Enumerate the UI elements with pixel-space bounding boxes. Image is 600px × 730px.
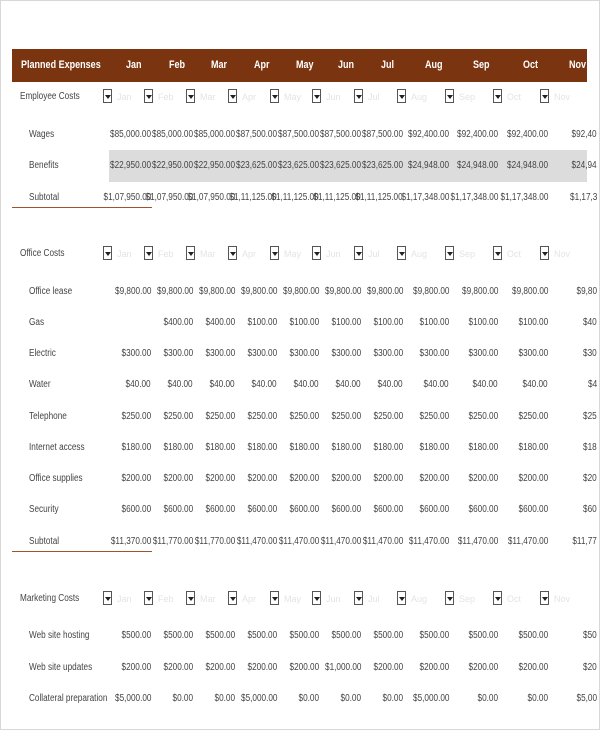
table-cell[interactable]: $40.00 xyxy=(472,379,498,390)
row-label: Web site hosting xyxy=(29,630,90,641)
table-cell[interactable]: $500.00 xyxy=(205,630,235,641)
ghost-month-label: Apr xyxy=(242,594,257,604)
table-cell[interactable]: $300.00 xyxy=(121,348,151,359)
filter-dropdown-button[interactable] xyxy=(493,89,502,103)
subtotal-label: Subtotal xyxy=(29,192,60,203)
table-cell[interactable]: $180.00 xyxy=(468,442,498,453)
subtotal-cell[interactable]: $1,11,125.00 xyxy=(229,192,277,203)
table-cell[interactable]: $250.00 xyxy=(121,411,151,422)
table-cell[interactable]: $600.00 xyxy=(247,504,277,515)
table-cell[interactable]: $300.00 xyxy=(518,348,548,359)
row-label: Internet access xyxy=(29,442,85,453)
month-header-nov: Nov xyxy=(569,59,587,71)
table-cell[interactable]: $92,40 xyxy=(571,129,597,140)
table-cell[interactable]: $200.00 xyxy=(205,662,235,673)
row-label: Water xyxy=(29,379,51,390)
table-cell[interactable]: $200.00 xyxy=(205,473,235,484)
table-cell[interactable]: $200.00 xyxy=(121,662,151,673)
subtotal-cell[interactable]: $11,470.00 xyxy=(408,536,449,547)
table-cell[interactable]: $100.00 xyxy=(373,317,403,328)
table-cell[interactable]: $200.00 xyxy=(289,473,319,484)
ghost-month-label: Apr xyxy=(242,92,257,102)
table-cell[interactable]: $0.00 xyxy=(214,693,235,704)
ghost-month-label: Mar xyxy=(200,594,216,604)
table-cell[interactable]: $0.00 xyxy=(172,693,193,704)
table-cell[interactable]: $100.00 xyxy=(331,317,361,328)
ghost-month-label: Jan xyxy=(117,92,132,102)
table-cell[interactable]: $180.00 xyxy=(331,442,361,453)
table-cell[interactable]: $85,000.00 xyxy=(151,129,193,140)
table-cell[interactable]: $600.00 xyxy=(419,504,449,515)
table-row xyxy=(12,344,597,364)
ghost-month-label: Sep xyxy=(459,92,476,102)
ghost-month-label: Mar xyxy=(200,249,216,259)
table-cell[interactable]: $200.00 xyxy=(518,473,548,484)
subtotal-cell[interactable]: $1,17,3 xyxy=(569,192,597,203)
ghost-month-label: Jan xyxy=(117,249,132,259)
section-name: Office Costs xyxy=(20,248,65,259)
month-header-mar: Mar xyxy=(211,59,228,71)
filter-dropdown-button[interactable] xyxy=(397,246,406,260)
table-cell[interactable]: $23,625.00 xyxy=(361,160,403,171)
table-cell[interactable]: $9,800.00 xyxy=(156,286,193,297)
ghost-month-label: Oct xyxy=(507,249,522,259)
table-cell[interactable]: $600.00 xyxy=(373,504,403,515)
header-row xyxy=(12,49,587,82)
table-cell[interactable]: $300.00 xyxy=(331,348,361,359)
table-cell[interactable]: $300.00 xyxy=(468,348,498,359)
row-label: Electric xyxy=(29,348,56,359)
table-cell[interactable]: $85,000.00 xyxy=(109,129,151,140)
table-row xyxy=(12,156,597,176)
section-header-row xyxy=(12,589,587,609)
table-cell[interactable]: $40.00 xyxy=(167,379,193,390)
subtotal-label: Subtotal xyxy=(29,536,60,547)
filter-dropdown-button[interactable] xyxy=(270,591,279,605)
header-title: Planned Expenses xyxy=(21,59,101,71)
filter-dropdown-button[interactable] xyxy=(354,89,363,103)
ghost-month-label: May xyxy=(284,249,302,259)
table-cell[interactable]: $200.00 xyxy=(468,473,498,484)
table-cell[interactable]: $24,948.00 xyxy=(506,160,548,171)
table-cell[interactable]: $500.00 xyxy=(247,630,277,641)
table-cell[interactable]: $0.00 xyxy=(527,693,548,704)
filter-dropdown-button[interactable] xyxy=(228,89,237,103)
table-cell[interactable]: $250.00 xyxy=(163,411,193,422)
table-cell[interactable]: $200.00 xyxy=(163,473,193,484)
table-cell[interactable]: $600.00 xyxy=(468,504,498,515)
section-header-row xyxy=(12,244,587,264)
ghost-month-label: Sep xyxy=(459,594,476,604)
table-cell[interactable]: $600.00 xyxy=(163,504,193,515)
ghost-month-label: Aug xyxy=(411,594,428,604)
table-cell[interactable]: $300.00 xyxy=(419,348,449,359)
table-cell[interactable]: $500.00 xyxy=(331,630,361,641)
table-cell[interactable]: $100.00 xyxy=(419,317,449,328)
table-cell[interactable]: $600.00 xyxy=(518,504,548,515)
subtotal-cell[interactable]: $11,470.00 xyxy=(362,536,403,547)
filter-dropdown-button[interactable] xyxy=(445,591,454,605)
filter-dropdown-button[interactable] xyxy=(312,89,321,103)
subtotal-cell[interactable]: $11,470.00 xyxy=(507,536,548,547)
filter-dropdown-button[interactable] xyxy=(186,89,195,103)
table-cell[interactable]: $9,800.00 xyxy=(461,286,498,297)
ghost-month-label: Nov xyxy=(554,92,571,102)
filter-dropdown-button[interactable] xyxy=(540,591,549,605)
table-cell[interactable]: $24,948.00 xyxy=(407,160,449,171)
table-row xyxy=(12,438,597,458)
table-cell[interactable]: $200.00 xyxy=(373,662,403,673)
table-cell[interactable]: $85,000.00 xyxy=(193,129,235,140)
filter-dropdown-button[interactable] xyxy=(103,591,112,605)
month-header-oct: Oct xyxy=(523,59,539,71)
table-cell[interactable]: $200.00 xyxy=(121,473,151,484)
table-cell[interactable]: $250.00 xyxy=(373,411,403,422)
subtotal-row xyxy=(12,532,597,552)
filter-dropdown-button[interactable] xyxy=(493,246,502,260)
table-cell[interactable]: $200.00 xyxy=(518,662,548,673)
table-cell[interactable]: $40.00 xyxy=(293,379,319,390)
table-cell[interactable]: $9,800.00 xyxy=(366,286,403,297)
ghost-month-label: Aug xyxy=(411,92,428,102)
row-label: Wages xyxy=(29,129,55,140)
month-header-jun: Jun xyxy=(338,59,355,71)
table-cell[interactable]: $22,950.00 xyxy=(109,160,151,171)
table-cell[interactable]: $20 xyxy=(583,662,597,673)
month-header-sep: Sep xyxy=(473,59,490,71)
table-cell[interactable]: $92,400.00 xyxy=(456,129,498,140)
table-cell[interactable]: $200.00 xyxy=(163,662,193,673)
table-cell[interactable]: $180.00 xyxy=(205,442,235,453)
table-cell[interactable]: $22,950.00 xyxy=(151,160,193,171)
subtotal-cell[interactable]: $11,470.00 xyxy=(278,536,319,547)
table-cell[interactable]: $92,400.00 xyxy=(407,129,449,140)
ghost-month-label: Jun xyxy=(326,92,341,102)
table-cell[interactable]: $250.00 xyxy=(518,411,548,422)
table-row xyxy=(12,375,597,395)
table-cell[interactable]: $40.00 xyxy=(125,379,151,390)
row-label: Security xyxy=(29,504,59,515)
subtotal-cell[interactable]: $1,11,125.00 xyxy=(313,192,361,203)
table-cell[interactable]: $200.00 xyxy=(247,662,277,673)
section-header-row xyxy=(12,87,587,107)
ghost-month-label: Jul xyxy=(368,92,380,102)
table-row xyxy=(12,313,597,333)
table-row xyxy=(12,626,597,646)
subtotal-row xyxy=(12,188,597,208)
table-cell[interactable]: $250.00 xyxy=(205,411,235,422)
month-header-apr: Apr xyxy=(254,59,270,71)
table-cell[interactable]: $600.00 xyxy=(205,504,235,515)
table-row xyxy=(12,282,597,302)
table-cell[interactable]: $40.00 xyxy=(522,379,548,390)
table-cell[interactable]: $87,500.00 xyxy=(235,129,277,140)
table-cell[interactable]: $200.00 xyxy=(468,662,498,673)
table-cell[interactable]: $180.00 xyxy=(289,442,319,453)
table-cell[interactable]: $600.00 xyxy=(331,504,361,515)
ghost-month-label: Feb xyxy=(158,92,174,102)
table-cell[interactable]: $500.00 xyxy=(121,630,151,641)
table-cell[interactable]: $40.00 xyxy=(251,379,277,390)
ghost-month-label: Feb xyxy=(158,249,174,259)
table-row xyxy=(12,407,597,427)
section-name: Employee Costs xyxy=(20,91,80,102)
table-cell[interactable]: $180.00 xyxy=(419,442,449,453)
table-cell[interactable]: $9,800.00 xyxy=(412,286,449,297)
row-label: Office lease xyxy=(29,286,73,297)
filter-dropdown-button[interactable] xyxy=(354,246,363,260)
table-cell[interactable]: $250.00 xyxy=(331,411,361,422)
table-cell[interactable]: $180.00 xyxy=(518,442,548,453)
filter-dropdown-button[interactable] xyxy=(270,246,279,260)
table-cell[interactable]: $9,800.00 xyxy=(198,286,235,297)
table-cell[interactable]: $600.00 xyxy=(121,504,151,515)
subtotal-cell[interactable]: $1,11,125.00 xyxy=(355,192,403,203)
month-header-aug: Aug xyxy=(425,59,443,71)
ghost-month-label: Oct xyxy=(507,594,522,604)
table-cell[interactable]: $5,000.00 xyxy=(114,693,151,704)
ghost-month-label: Jul xyxy=(368,594,380,604)
ghost-month-label: May xyxy=(284,594,302,604)
month-header-jan: Jan xyxy=(126,59,142,71)
table-cell[interactable]: $40.00 xyxy=(335,379,361,390)
table-cell[interactable]: $0.00 xyxy=(382,693,403,704)
table-cell[interactable]: $5,000.00 xyxy=(240,693,277,704)
table-cell[interactable]: $0.00 xyxy=(298,693,319,704)
filter-dropdown-button[interactable] xyxy=(228,246,237,260)
row-label: Benefits xyxy=(29,160,59,171)
table-cell[interactable]: $250.00 xyxy=(468,411,498,422)
subtotal-cell[interactable]: $11,770.00 xyxy=(152,536,193,547)
table-cell[interactable]: $250.00 xyxy=(419,411,449,422)
table-cell[interactable]: $9,800.00 xyxy=(511,286,548,297)
table-row xyxy=(12,658,597,678)
table-row xyxy=(12,469,597,489)
subtotal-cell[interactable]: $1,11,125.00 xyxy=(271,192,319,203)
filter-dropdown-button[interactable] xyxy=(397,591,406,605)
table-cell[interactable]: $500.00 xyxy=(289,630,319,641)
subtotal-cell[interactable]: $11,770.00 xyxy=(194,536,235,547)
filter-dropdown-button[interactable] xyxy=(186,591,195,605)
table-cell[interactable]: $200.00 xyxy=(331,473,361,484)
ghost-month-label: Nov xyxy=(554,249,571,259)
filter-dropdown-button[interactable] xyxy=(312,246,321,260)
table-cell[interactable]: $9,800.00 xyxy=(324,286,361,297)
month-header-jul: Jul xyxy=(381,59,395,71)
month-header-feb: Feb xyxy=(169,59,186,71)
table-cell[interactable]: $9,800.00 xyxy=(114,286,151,297)
subtotal-cell[interactable]: $1,07,950.00 xyxy=(103,192,151,203)
table-cell[interactable]: $9,800.00 xyxy=(282,286,319,297)
row-label: Web site updates xyxy=(29,662,93,673)
section-name: Marketing Costs xyxy=(20,593,80,604)
table-cell[interactable]: $0.00 xyxy=(340,693,361,704)
table-cell[interactable]: $300.00 xyxy=(247,348,277,359)
table-cell[interactable]: $23,625.00 xyxy=(319,160,361,171)
expense-sheet xyxy=(12,49,597,704)
table-cell[interactable]: $25 xyxy=(583,411,597,422)
table-cell[interactable]: $30 xyxy=(583,348,597,359)
filter-dropdown-button[interactable] xyxy=(540,246,549,260)
table-cell[interactable]: $500.00 xyxy=(468,630,498,641)
table-cell[interactable]: $500.00 xyxy=(163,630,193,641)
subtotal-cell[interactable]: $11,77 xyxy=(572,536,597,547)
subtotal-underline xyxy=(12,551,152,552)
table-cell[interactable]: $4 xyxy=(587,379,597,390)
table-cell[interactable]: $87,500.00 xyxy=(277,129,319,140)
table-cell[interactable]: $87,500.00 xyxy=(361,129,403,140)
table-cell[interactable]: $23,625.00 xyxy=(277,160,319,171)
table-row xyxy=(12,125,597,145)
table-cell[interactable]: $60 xyxy=(583,504,597,515)
subtotal-cell[interactable]: $11,370.00 xyxy=(110,536,151,547)
subtotal-cell[interactable]: $11,470.00 xyxy=(320,536,361,547)
table-cell[interactable]: $400.00 xyxy=(163,317,193,328)
table-row xyxy=(12,500,597,520)
table-cell[interactable]: $200.00 xyxy=(373,473,403,484)
table-cell[interactable]: $23,625.00 xyxy=(235,160,277,171)
row-label: Office supplies xyxy=(29,473,83,484)
table-cell[interactable]: $180.00 xyxy=(373,442,403,453)
table-cell[interactable]: $500.00 xyxy=(419,630,449,641)
table-cell[interactable]: $100.00 xyxy=(289,317,319,328)
table-cell[interactable]: $500.00 xyxy=(518,630,548,641)
ghost-month-label: Sep xyxy=(459,249,476,259)
filter-dropdown-button[interactable] xyxy=(186,246,195,260)
filter-dropdown-button[interactable] xyxy=(103,89,112,103)
filter-dropdown-button[interactable] xyxy=(445,246,454,260)
table-cell[interactable]: $200.00 xyxy=(419,662,449,673)
table-cell[interactable]: $50 xyxy=(583,630,597,641)
table-cell[interactable]: $22,950.00 xyxy=(193,160,235,171)
filter-dropdown-button[interactable] xyxy=(397,89,406,103)
table-cell[interactable]: $40.00 xyxy=(377,379,403,390)
table-cell[interactable]: $40.00 xyxy=(423,379,449,390)
filter-dropdown-button[interactable] xyxy=(144,591,153,605)
table-cell[interactable]: $9,80 xyxy=(576,286,597,297)
row-label: Gas xyxy=(29,317,45,328)
subtotal-cell[interactable]: $11,470.00 xyxy=(457,536,498,547)
table-cell[interactable]: $5,000.00 xyxy=(412,693,449,704)
filter-dropdown-button[interactable] xyxy=(144,246,153,260)
table-cell[interactable]: $40.00 xyxy=(209,379,235,390)
table-cell[interactable]: $92,400.00 xyxy=(506,129,548,140)
table-cell[interactable]: $200.00 xyxy=(247,473,277,484)
table-cell[interactable]: $0.00 xyxy=(477,693,498,704)
ghost-month-label: May xyxy=(284,92,302,102)
ghost-month-label: Nov xyxy=(554,594,571,604)
filter-dropdown-button[interactable] xyxy=(312,591,321,605)
filter-dropdown-button[interactable] xyxy=(540,89,549,103)
month-header-may: May xyxy=(296,59,314,71)
ghost-month-label: Jul xyxy=(368,249,380,259)
table-cell[interactable]: $300.00 xyxy=(205,348,235,359)
filter-dropdown-button[interactable] xyxy=(493,591,502,605)
table-cell[interactable]: $180.00 xyxy=(163,442,193,453)
ghost-month-label: Aug xyxy=(411,249,428,259)
subtotal-cell[interactable]: $1,17,348.00 xyxy=(401,192,449,203)
table-cell[interactable]: $24,948.00 xyxy=(456,160,498,171)
ghost-month-label: Mar xyxy=(200,92,216,102)
table-cell[interactable]: $100.00 xyxy=(518,317,548,328)
ghost-month-label: Oct xyxy=(507,92,522,102)
row-label: Telephone xyxy=(29,411,67,422)
subtotal-cell[interactable]: $1,17,348.00 xyxy=(450,192,498,203)
subtotal-cell[interactable]: $1,17,348.00 xyxy=(500,192,548,203)
table-cell[interactable]: $100.00 xyxy=(247,317,277,328)
filter-dropdown-button[interactable] xyxy=(228,591,237,605)
ghost-month-label: Jun xyxy=(326,594,341,604)
table-cell[interactable]: $1,000.00 xyxy=(324,662,361,673)
ghost-month-label: Jan xyxy=(117,594,132,604)
table-cell[interactable]: $18 xyxy=(583,442,597,453)
table-cell[interactable]: $87,500.00 xyxy=(319,129,361,140)
filter-dropdown-button[interactable] xyxy=(354,591,363,605)
table-cell[interactable]: $180.00 xyxy=(247,442,277,453)
ghost-month-label: Feb xyxy=(158,594,174,604)
table-cell[interactable]: $20 xyxy=(583,473,597,484)
filter-dropdown-button[interactable] xyxy=(144,89,153,103)
table-cell[interactable]: $250.00 xyxy=(289,411,319,422)
table-cell[interactable]: $250.00 xyxy=(247,411,277,422)
table-cell[interactable]: $180.00 xyxy=(121,442,151,453)
subtotal-underline xyxy=(12,207,152,208)
filter-dropdown-button[interactable] xyxy=(103,246,112,260)
ghost-month-label: Apr xyxy=(242,249,257,259)
subtotal-cell[interactable]: $1,07,950.00 xyxy=(145,192,193,203)
table-cell[interactable]: $24,94 xyxy=(571,160,597,171)
row-label: Collateral preparation xyxy=(29,693,108,704)
table-cell[interactable]: $200.00 xyxy=(289,662,319,673)
filter-dropdown-button[interactable] xyxy=(445,89,454,103)
table-cell[interactable]: $40 xyxy=(583,317,597,328)
table-cell[interactable]: $200.00 xyxy=(419,473,449,484)
table-cell[interactable]: $300.00 xyxy=(373,348,403,359)
table-cell[interactable]: $300.00 xyxy=(289,348,319,359)
filter-dropdown-button[interactable] xyxy=(270,89,279,103)
table-cell[interactable]: $5,00 xyxy=(576,693,597,704)
subtotal-cell[interactable]: $11,470.00 xyxy=(236,536,277,547)
table-cell[interactable]: $400.00 xyxy=(205,317,235,328)
subtotal-cell[interactable]: $1,07,950.00 xyxy=(187,192,235,203)
table-cell[interactable]: $100.00 xyxy=(468,317,498,328)
table-row xyxy=(12,689,597,709)
table-cell[interactable]: $9,800.00 xyxy=(240,286,277,297)
table-cell[interactable]: $600.00 xyxy=(289,504,319,515)
ghost-month-label: Jun xyxy=(326,249,341,259)
table-cell[interactable]: $300.00 xyxy=(163,348,193,359)
table-cell[interactable]: $500.00 xyxy=(373,630,403,641)
